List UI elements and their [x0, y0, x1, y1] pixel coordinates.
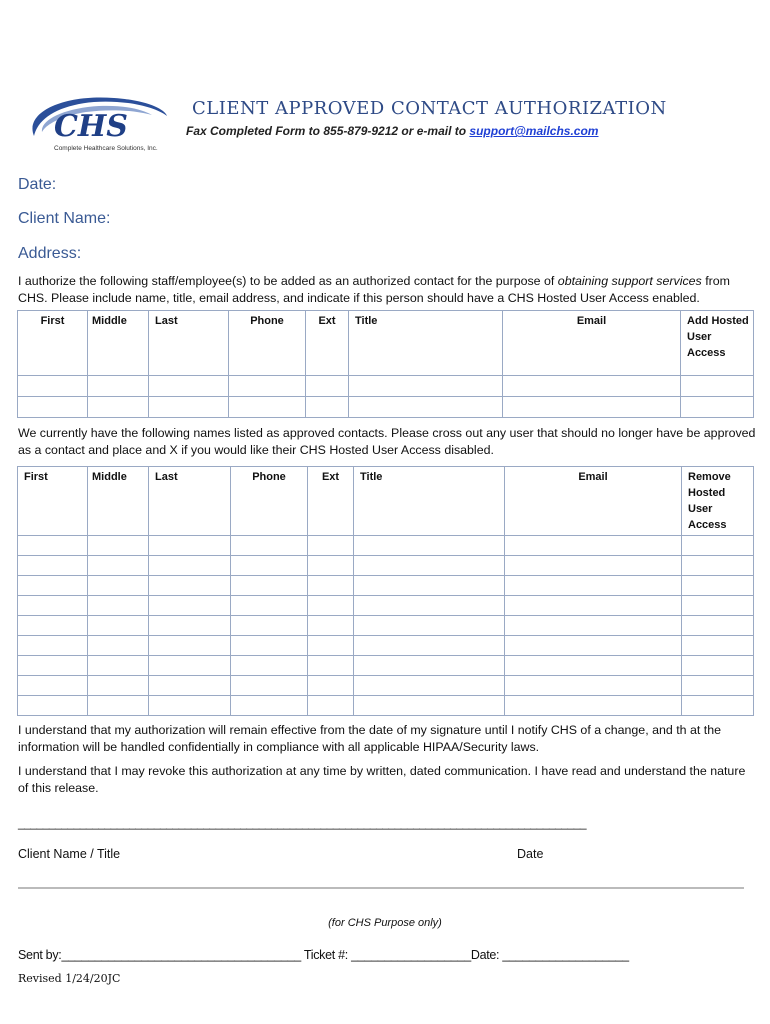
table-row[interactable]: [18, 376, 754, 397]
table-row[interactable]: [18, 536, 754, 556]
table-row[interactable]: [18, 636, 754, 656]
col-title: Title: [354, 467, 505, 536]
col-last: Last: [149, 311, 229, 376]
fax-instructions: [186, 124, 598, 138]
col-ext: Ext: [306, 311, 349, 376]
signature-date-label: Date: [517, 847, 544, 861]
authorize-text-a: I authorize the following staff/employee(s) to be added as an authorized contact for the purpose of: [18, 274, 558, 288]
col-last: Last: [149, 467, 231, 536]
table-row[interactable]: [18, 676, 754, 696]
fax-text: Fax Completed Form to 855-879-9212 or e-mail to: [186, 124, 470, 138]
svg-text:CHS: CHS: [54, 109, 128, 144]
table-row[interactable]: [18, 616, 754, 636]
section-divider: [18, 887, 744, 889]
current-contacts-header-row: [18, 467, 754, 536]
date-label: Date:: [18, 176, 57, 193]
col-first: First: [18, 311, 88, 376]
client-name-title-label: Client Name / Title: [18, 847, 121, 861]
col-title: Title: [349, 311, 503, 376]
chs-logo: [24, 92, 169, 154]
col-ext: Ext: [308, 467, 354, 536]
col-first: First: [18, 467, 88, 536]
client-name-label: Client Name:: [18, 210, 111, 227]
logo-subtext: Complete Healthcare Solutions, Inc.: [54, 145, 158, 152]
effective-authorization-paragraph: I understand that my authorization will remain effective from the date of my signature until I notify CHS of a change, and th at the information will be handled confidentially in compliance with all applicable HIPAA/Security laws.: [18, 723, 721, 754]
col-email: Email: [503, 311, 681, 376]
col-phone: Phone: [229, 311, 306, 376]
col-remove-hosted-access: Remove Hosted User Access: [682, 467, 754, 536]
authorize-text-b: from CHS. Please include name, title, email address, and indicate if this person should have a CHS Hosted User Access enabled.: [18, 274, 730, 305]
table-row[interactable]: [18, 696, 754, 716]
signature-line[interactable]: ____________________________________________________________________________________________: [18, 816, 586, 830]
table-row[interactable]: [18, 656, 754, 676]
add-contacts-header-row: [18, 311, 754, 376]
document-title: CLIENT APPROVED CONTACT AUTHORIZATION: [192, 98, 667, 119]
col-add-hosted-access: Add Hosted User Access: [681, 311, 754, 376]
current-contacts-table: [17, 466, 754, 716]
col-middle: Middle: [88, 467, 149, 536]
current-contacts-paragraph: We currently have the following names listed as approved contacts. Please cross out any user that should no longer have be approved as a contact and place and X if you would like their CHS Hosted User Access disabled.: [18, 426, 756, 457]
table-row[interactable]: [18, 397, 754, 418]
table-row[interactable]: [18, 576, 754, 596]
table-row[interactable]: [18, 556, 754, 576]
support-email-link[interactable]: support@mailchs.com: [469, 124, 599, 138]
address-label: Address:: [18, 245, 82, 262]
add-contacts-table: [17, 310, 754, 418]
revoke-authorization-paragraph: I understand that I may revoke this authorization at any time by written, dated communication. I have read and understand the nature of this release.: [18, 764, 746, 795]
authorize-paragraph: [18, 273, 758, 307]
col-middle: Middle: [88, 311, 149, 376]
chs-purpose-note: (for CHS Purpose only): [328, 917, 442, 929]
revision-note: Revised 1/24/20JC: [18, 972, 121, 985]
table-row[interactable]: [18, 596, 754, 616]
authorize-text-emphasis: obtaining support services: [557, 274, 702, 288]
sent-by-ticket-date-line[interactable]: Sent by:____________________________________ Ticket #: __________________Date: ___________________: [18, 948, 629, 962]
col-phone: Phone: [231, 467, 308, 536]
col-email: Email: [505, 467, 682, 536]
